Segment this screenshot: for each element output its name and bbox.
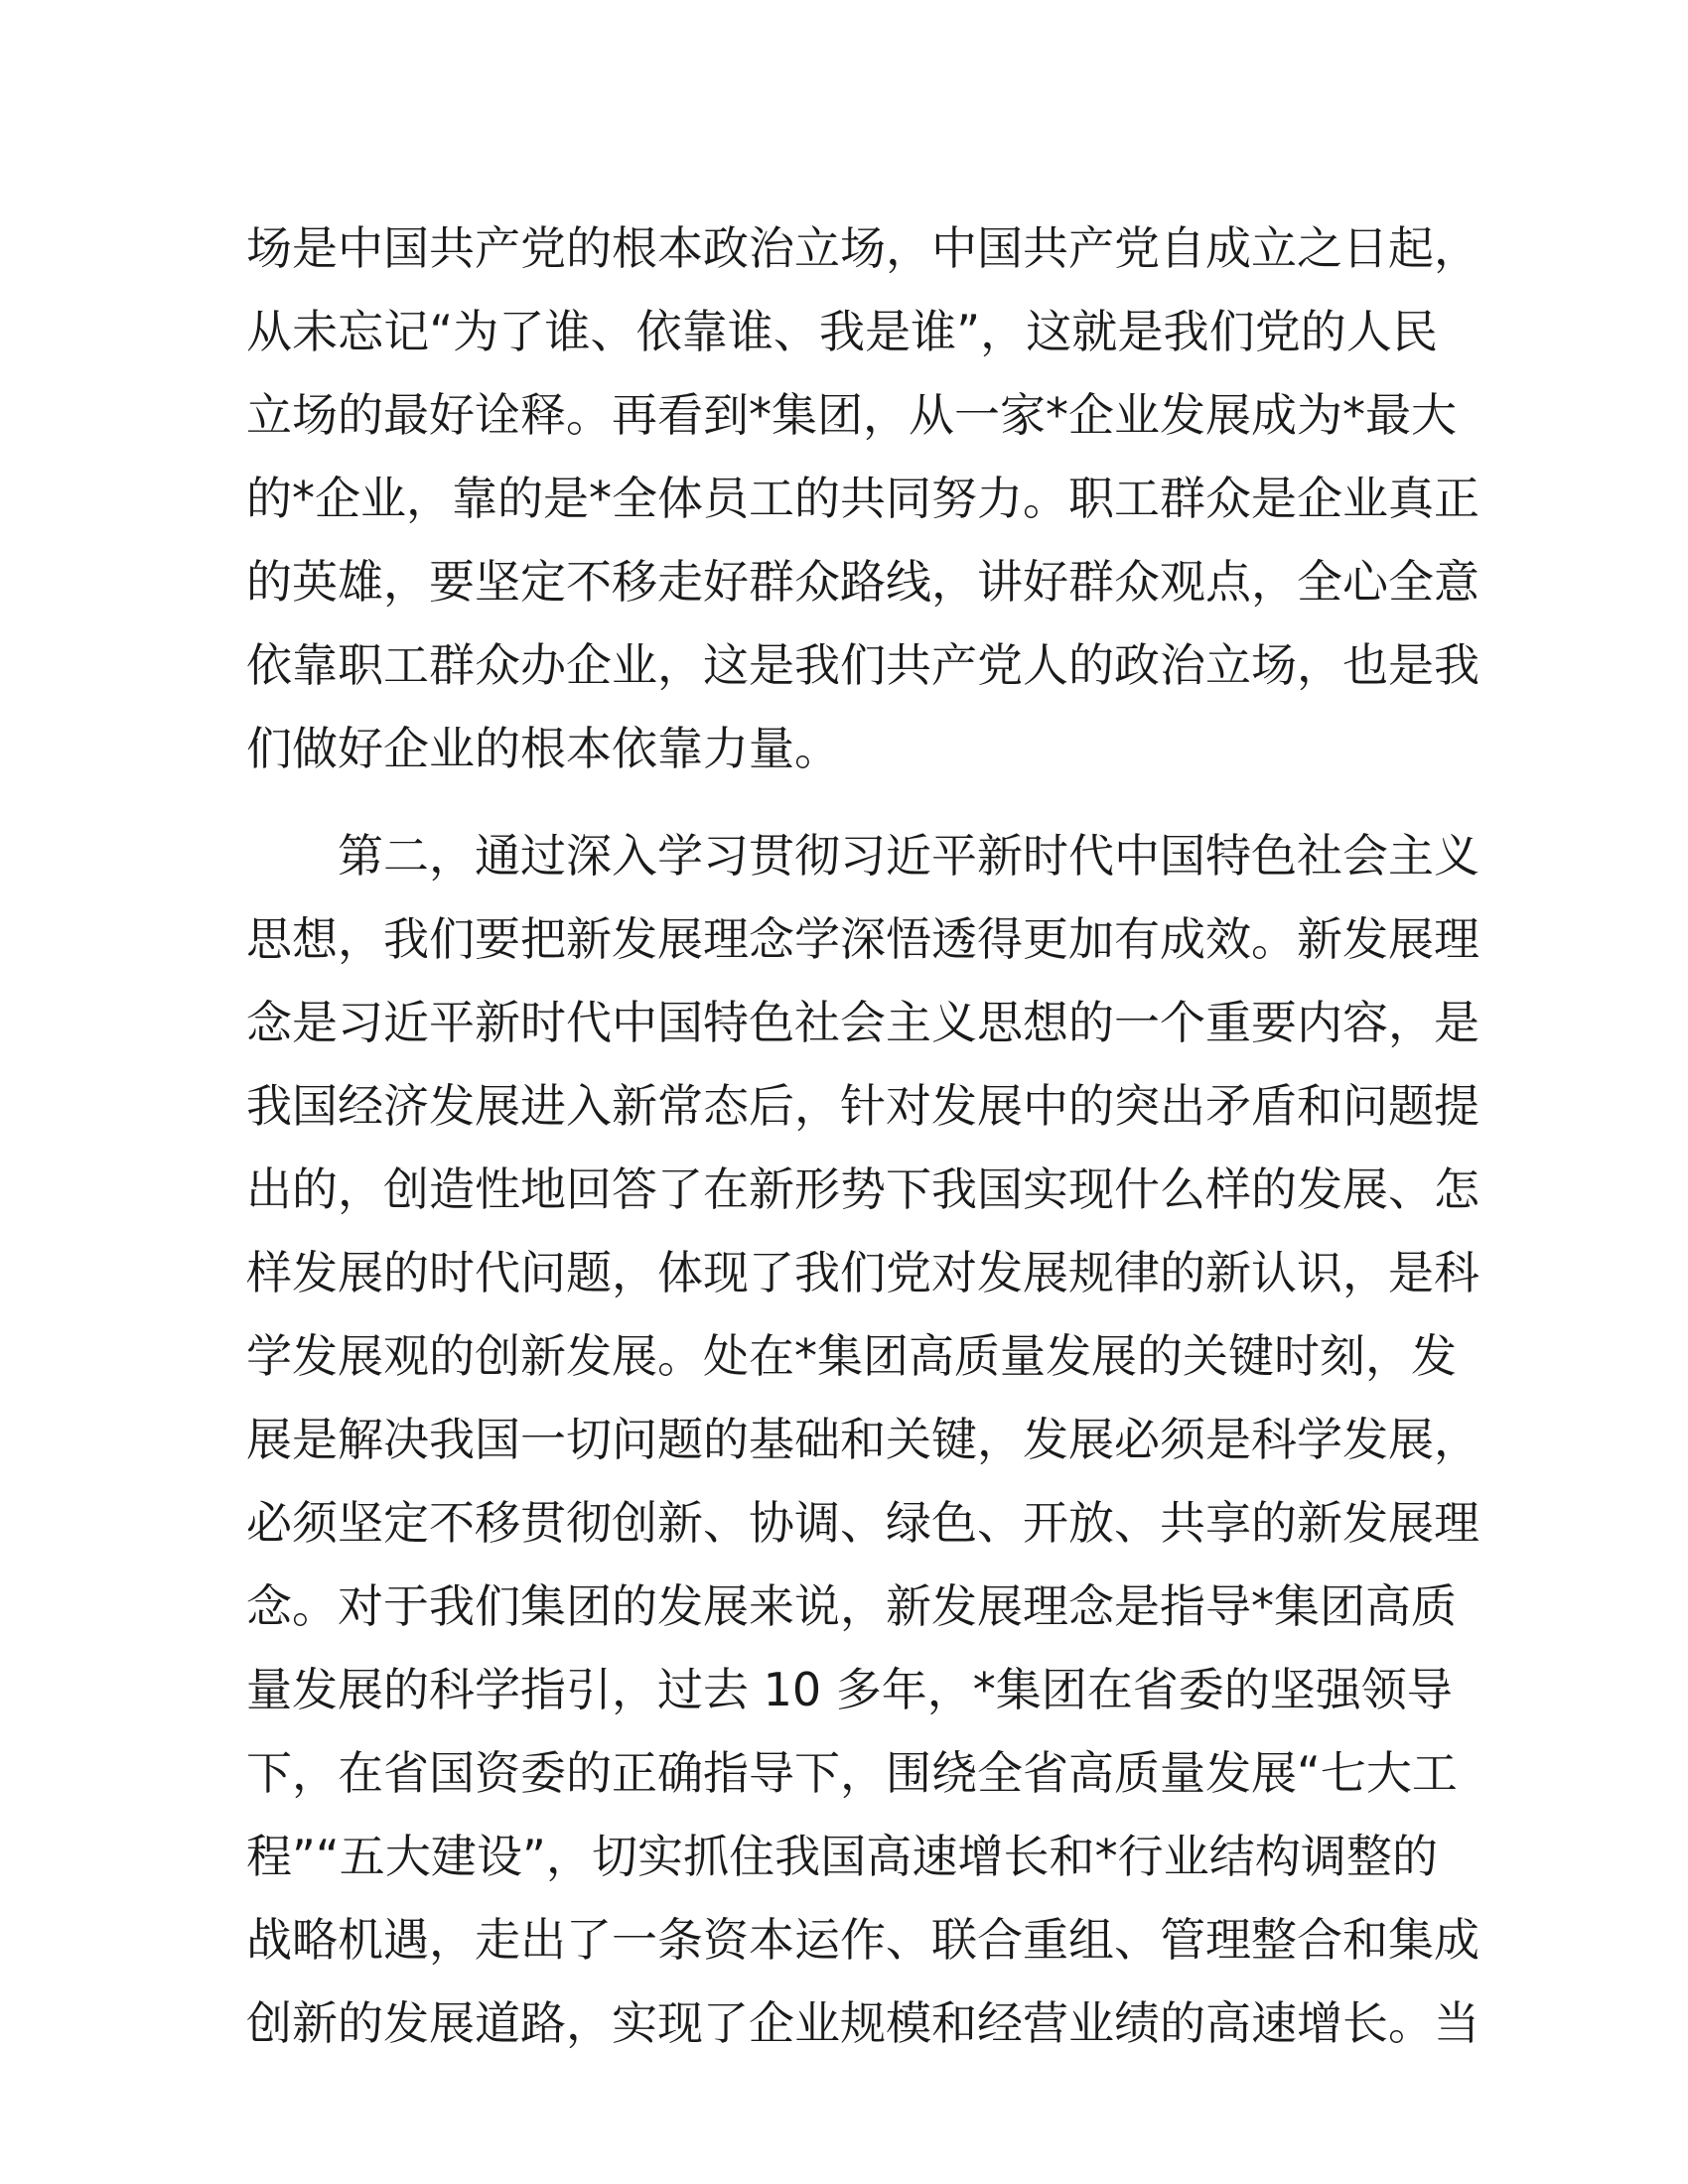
text-line: 出的，创造性地回答了在新形势下我国实现什么样的发展、怎	[246, 1162, 1479, 1216]
text-line: 我国经济发展进入新常态后，针对发展中的突出矛盾和问题提	[246, 1079, 1479, 1133]
text-line: 场是中国共产党的根本政治立场，中国共产党自成立之日起，	[246, 221, 1479, 275]
text-line: 思想，我们要把新发展理念学深悟透得更加有成效。新发展理	[246, 912, 1479, 966]
body-text	[246, 206, 1479, 2065]
text-line: 的*企业，靠的是*全体员工的共同努力。职工群众是企业真正	[246, 472, 1479, 525]
text-line: 念是习近平新时代中国特色社会主义思想的一个重要内容，是	[246, 996, 1479, 1049]
text-line: 战略机遇，走出了一条资本运作、联合重组、管理整合和集成	[246, 1913, 1479, 1967]
paragraph-1	[246, 206, 1479, 790]
text-line: 程”“五大建设”，切实抓住我国高速增长和*行业结构调整的	[246, 1830, 1438, 1883]
text-line: 念。对于我们集团的发展来说，新发展理念是指导*集团高质	[246, 1579, 1457, 1633]
paragraph-spacer	[246, 790, 1438, 814]
paragraph-2	[246, 814, 1479, 2065]
text-line: 必须坚定不移贯彻创新、协调、绿色、开放、共享的新发展理	[246, 1496, 1479, 1550]
text-line: 从未忘记“为了谁、依靠谁、我是谁”，这就是我们党的人民	[246, 305, 1438, 358]
text-line: 学发展观的创新发展。处在*集团高质量发展的关键时刻，发	[246, 1329, 1457, 1383]
text-line: 们做好企业的根本依靠力量。	[246, 722, 840, 775]
text-line: 创新的发展道路，实现了企业规模和经营业绩的高速增长。当	[246, 1996, 1479, 2050]
text-line: 样发展的时代问题，体现了我们党对发展规律的新认识，是科	[246, 1246, 1479, 1299]
text-line: 立场的最好诠释。再看到*集团，从一家*企业发展成为*最大	[246, 388, 1457, 442]
text-line: 下，在省国资委的正确指导下，围绕全省高质量发展“七大工	[246, 1746, 1458, 1800]
text-line: 的英雄，要坚定不移走好群众路线，讲好群众观点，全心全意	[246, 555, 1479, 609]
text-line: 第二，通过深入学习贯彻习近平新时代中国特色社会主义	[338, 829, 1479, 883]
text-line: 依靠职工群众办企业，这是我们共产党人的政治立场，也是我	[246, 638, 1479, 692]
text-line: 展是解决我国一切问题的基础和关键，发展必须是科学发展，	[246, 1413, 1479, 1466]
text-line: 量发展的科学指引，过去 10 多年，*集团在省委的坚强领导	[246, 1663, 1453, 1716]
